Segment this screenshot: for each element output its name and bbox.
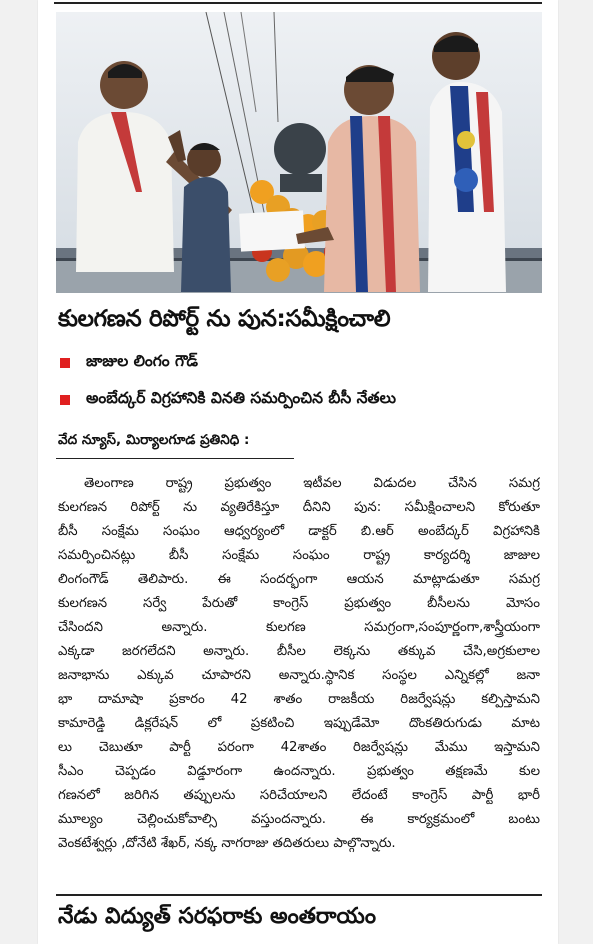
body-line: తెలంగాణ రాష్ట్ర ప్రభుత్వం ఇటీవల విడుదల చేసిన సమగ్ర bbox=[84, 476, 540, 491]
body-line: లు చెబుతూ పార్టీ పరంగా 42శాతం రిజర్వేషన్లు మేము ఇస్తామని bbox=[58, 740, 540, 755]
body-line: కులగణన సర్వే పేరుతో కాంగ్రెస్ ప్రభుత్వం బీసీలను మోసం bbox=[58, 596, 540, 611]
body-line: బీసీ సంక్షేమ సంఘం ఆధ్వర్యంలో డాక్టర్ బి.ఆర్ అంబేద్కర్ విగ్రహానికి bbox=[58, 524, 540, 539]
subheading-1-text: జాజుల లింగం గౌడ్ bbox=[86, 352, 198, 370]
bullet-square-icon bbox=[60, 358, 70, 368]
subheading-2 bbox=[60, 389, 540, 411]
bullet-square-icon bbox=[60, 395, 70, 405]
body-line: సీఎం చెప్పడం విడ్డూరంగా ఉందన్నారు. ప్రభుత్వం తక్షణమే కుల bbox=[58, 764, 540, 779]
subheading-2-text: అంబేద్కర్ విగ్రహానికి వినతి సమర్పించిన బీసీ నేతలు bbox=[86, 389, 396, 407]
body-line: ఎక్కడా జరగలేదని అన్నారు. బీసీల లెక్కను తక్కువ చేసి,అగ్రకులాల bbox=[58, 644, 540, 659]
article-divider bbox=[56, 894, 542, 896]
body-line: కులగణన రిపోర్ట్ ను వ్యతిరేకిస్తూ దీనిని పున: సమీక్షించాలని కోరుతూ bbox=[58, 500, 540, 515]
top-divider bbox=[54, 2, 542, 4]
body-line: లింగంగౌడ్ తెలిపారు. ఈ సందర్భంగా ఆయన మాట్లాడుతూ సమగ్ర bbox=[58, 572, 540, 587]
next-article-headline: నేడు విద్యుత్ సరఫరాకు అంతరాయం bbox=[58, 904, 376, 929]
byline-divider bbox=[56, 458, 294, 459]
body-line: జనాభాను ఎక్కువ చూపారని అన్నారు.స్థానిక సంస్థల ఎన్నికల్లో జనా bbox=[58, 668, 540, 683]
body-line: భా దామాషా ప్రకారం 42 శాతం రాజకీయ రిజర్వేషన్లు కల్పిస్తామని bbox=[58, 692, 540, 707]
body-line: వెంకటేశ్వర్లు ,దోనేటి శేఖర్, నక్క నాగరాజు తదితరులు పాల్గొన్నారు. bbox=[58, 836, 396, 851]
news-photo bbox=[56, 12, 542, 293]
byline: వేద న్యూస్, మిర్యాలగూడ ప్రతినిధి : bbox=[58, 432, 250, 448]
subheading-1 bbox=[60, 352, 540, 374]
article-headline: కులగణన రిపోర్ట్ ను పున:సమీక్షించాలి bbox=[58, 306, 391, 332]
body-line: కామారెడ్డి డిక్లరేషన్ లో ప్రకటించి ఇప్పుడేమో దొంకతిరుగుడు మాట bbox=[58, 716, 540, 731]
body-line: గణనలో జరిగిన తప్పులను సరిచేయాలని లేదంటే కాంగ్రెస్ పార్టీ భారీ bbox=[58, 788, 540, 803]
body-line: చేసిందని అన్నారు. కులగణ సమగ్రంగా,సంపూర్ణంగా,శాస్త్రీయంగా bbox=[58, 620, 540, 635]
body-line: సమర్పించినట్లు బీసీ సంక్షేమ సంఘం రాష్ట్ర కార్యదర్శి జాజుల bbox=[58, 548, 540, 563]
article-body bbox=[58, 472, 540, 856]
body-line: మూల్యం చెల్లించుకోవాల్సి వస్తుందన్నారు. ఈ కార్యక్రమంలో బంటు bbox=[58, 812, 540, 827]
